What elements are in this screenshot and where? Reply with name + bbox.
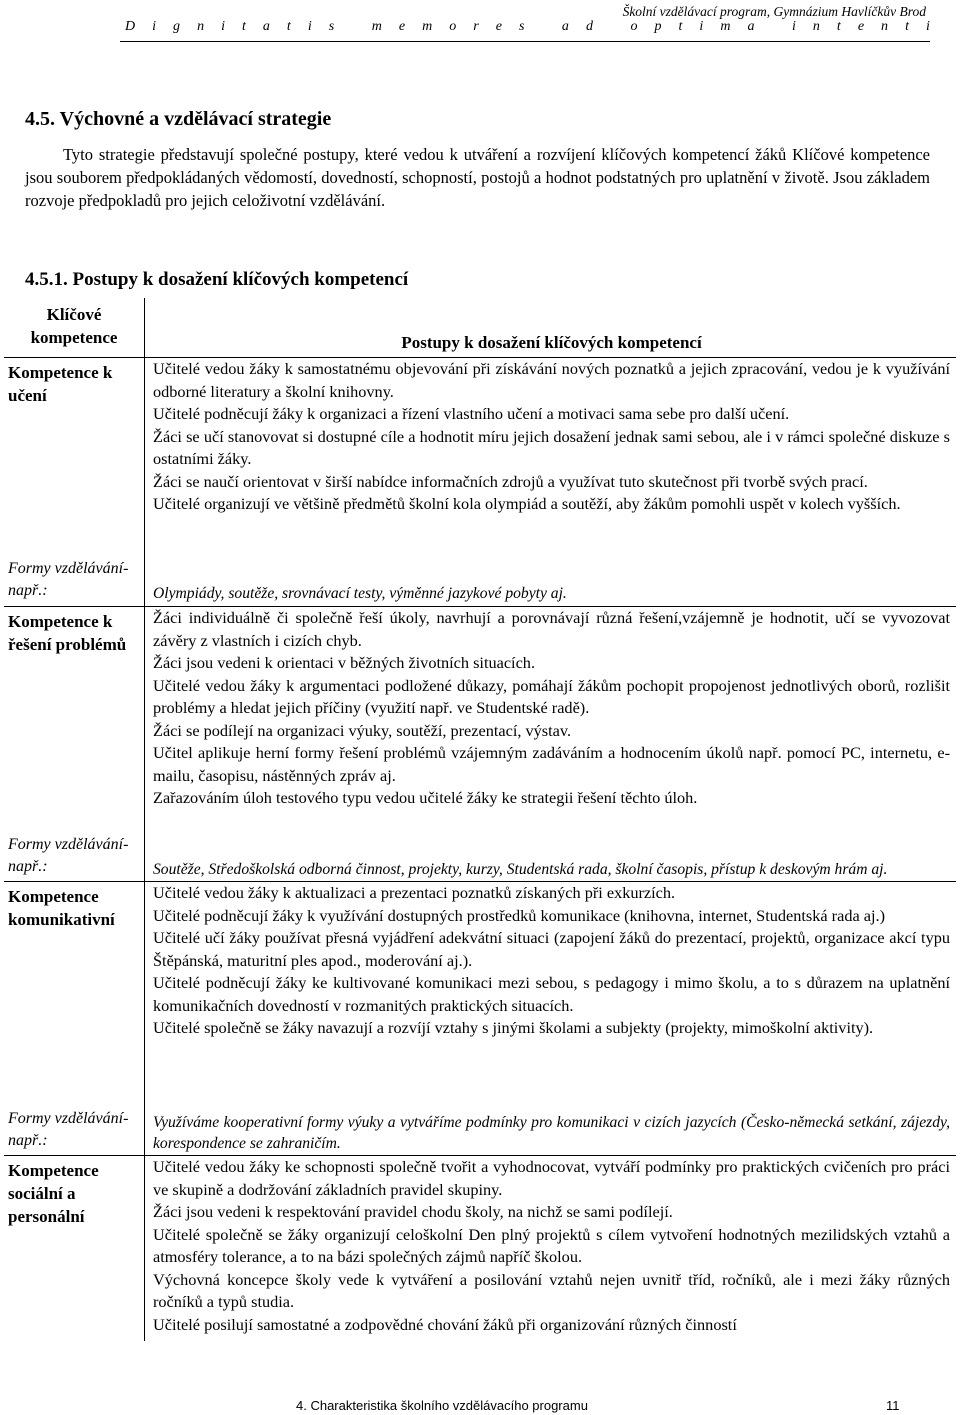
forms-text: Soutěže, Středoškolská odborná činnost, projekty, kurzy, Studentská rada, školní časopis, přístup k deskovým hrám aj. bbox=[153, 861, 888, 878]
list-item: Učitelé podněcují žáky k organizaci a řízení vlastního učení a motivaci sama sebe pro další učení. bbox=[153, 404, 790, 423]
list-item: Žáci se učí stanovovat si dostupné cíle a hodnotit míru jejich dosažení jednak sami sebou, ale i v rámci společné diskuze s ostatními žáky. bbox=[153, 426, 950, 468]
header-motto: D i g n i t a t i s m e m o r e s a d o p t i m a i n t e n t i bbox=[125, 19, 930, 34]
list-item: Učitelé podněcují žáky k využívání dostupných prostředků komunikace (knihovna, internet, Studentská rada aj.) bbox=[153, 905, 885, 925]
table-header-row bbox=[4, 298, 956, 358]
footer-text: 4. Charakteristika školního vzdělávacího programu bbox=[296, 1398, 588, 1413]
list-item: Žáci jsou vedeni k orientaci v běžných životních situacích. bbox=[153, 653, 536, 672]
forms-label: Formy vzdělávání-např.: bbox=[8, 1110, 129, 1149]
table-row bbox=[4, 882, 956, 1156]
forms-label: Formy vzdělávání-např.: bbox=[8, 836, 129, 875]
competence-table bbox=[4, 298, 956, 1341]
table-row bbox=[4, 1156, 956, 1342]
subsection-title: 4.5.1. Postupy k dosažení klíčových kompetencí bbox=[25, 269, 409, 290]
list-item: Žáci individuálně či společně řeší úkoly, navrhují a porovnávají různá řešení,vzájemně je hodnotit, učí se vyvozovat závěry z vlastních i cizích chyb. bbox=[153, 608, 950, 650]
list-item: Učitelé vedou žáky k samostatnému objevování při získávání nových poznatků a jejich zpracování, vedou je k využívání odborné literatury a školní knihovny. bbox=[153, 359, 950, 401]
list-item: Učitelé podněcují žáky ke kultivované komunikaci mezi sebou, s pedagogy i mimo školu, a to s důrazem na uplatnění komunikačních dovedností v rozmanitých praktických situacích. bbox=[153, 973, 950, 1015]
header-divider bbox=[120, 41, 930, 42]
forms-label: Formy vzdělávání-např.: bbox=[8, 560, 129, 599]
table-row bbox=[4, 358, 956, 607]
intro-paragraph: Tyto strategie představují společné postupy, které vedou k utváření a rozvíjení klíčových kompetencí žáků Klíčové kompetence jsou souborem předpokládaných vědomostí, dovedností, schopností, postojů a hodnot podstatných pro uplatnění v životě. Jsou základem rozvoje předpokladů pro jejich celoživotní vzdělávání. bbox=[25, 145, 930, 210]
header-school: Školní vzdělávací program, Gymnázium Havlíčkův Brod bbox=[622, 4, 926, 19]
page-number: 11 bbox=[886, 1398, 900, 1413]
list-item: Žáci jsou vedeni k respektování pravidel chodu školy, na nichž se sami podílejí. bbox=[153, 1202, 673, 1221]
list-item: Učitelé učí žáky používat přesná vyjádření adekvátní situaci (zapojení žáků do prezentací, projektů, organizace akcí typu Štěpánská, maturitní ples apod., moderování aj.). bbox=[153, 928, 950, 970]
list-item: Učitelé vedou žáky k aktualizaci a prezentaci poznatků získaných při exkurzích. bbox=[153, 883, 676, 902]
competence-name: Kompetence k řešení problémů bbox=[8, 612, 127, 654]
table-row bbox=[4, 607, 956, 882]
list-item: Učitelé společně se žáky navazují a rozvíjí vztahy s jinými školami a subjekty (projekty, mimoškolní aktivity). bbox=[153, 1018, 874, 1037]
list-item: Zařazováním úloh testového typu vedou učitelé žáky ke strategii řešení těchto úloh. bbox=[153, 788, 698, 807]
list-item: Žáci se podílejí na organizaci výuky, soutěží, prezentací, výstav. bbox=[153, 720, 572, 740]
col1-header: Klíčové kompetence bbox=[4, 298, 145, 358]
competence-name: Kompetence k učení bbox=[8, 363, 113, 405]
competence-name: Kompetence sociální a personální bbox=[8, 1161, 99, 1226]
list-item: Učitelé společně se žáky organizují celoškolní Den plný projektů s cílem vytvoření hodnotných mezilidských vztahů a atmosféry tolerance, a to na bázi společných zájmů napříč školou. bbox=[153, 1224, 950, 1266]
list-item: Učitelé vedou žáky ke schopnosti společně tvořit a vyhodnocovat, vytváří podmínky pro praktických cvičeních pro práci ve skupině a dodržování základních pravidel skupiny. bbox=[153, 1157, 950, 1199]
list-item: Žáci se naučí orientovat v širší nabídce informačních zdrojů a využívat tuto skutečnost při tvorbě svých prací. bbox=[153, 471, 868, 491]
section-title: 4.5. Výchovné a vzdělávací strategie bbox=[25, 108, 332, 130]
competence-name: Kompetence komunikativní bbox=[8, 887, 115, 929]
forms-text: Olympiády, soutěže, srovnávací testy, výměnné jazykové pobyty aj. bbox=[153, 585, 567, 602]
col2-header: Postupy k dosažení klíčových kompetencí bbox=[145, 298, 957, 358]
list-item: Učitelé vedou žáky k argumentaci podložené důkazy, pomáhají žákům pochopit propojenost jednotlivých oborů, rozlišit problémy a hledat jejich příčiny (využití např. ve Studentské radě). bbox=[153, 675, 950, 717]
forms-text: Využíváme kooperativní formy výuky a vytváříme podmínky pro komunikaci v cizích jazycích (Česko-německá setkání, zájezdy, korespondence se zahraničím. bbox=[153, 1114, 950, 1152]
list-item: Učitelé organizují ve většině předmětů školní kola olympiád a soutěží, aby žákům pomohli uspět v kolech vyšších. bbox=[153, 494, 901, 513]
list-item: Učitel aplikuje herní formy řešení problémů vzájemným zadáváním a hodnocením úkolů např. pomocí PC, internetu, e-mailu, časopisu, nástěnných zpráv aj. bbox=[153, 743, 950, 785]
list-item: Výchovná koncepce školy vede k vytváření a posilování vztahů nejen uvnitř tříd, ročníků, ale i mezi žáky různých ročníků a typů studia. bbox=[153, 1269, 950, 1311]
list-item: Učitelé posilují samostatné a zodpovědné chování žáků při organizování různých činností bbox=[153, 1314, 737, 1334]
